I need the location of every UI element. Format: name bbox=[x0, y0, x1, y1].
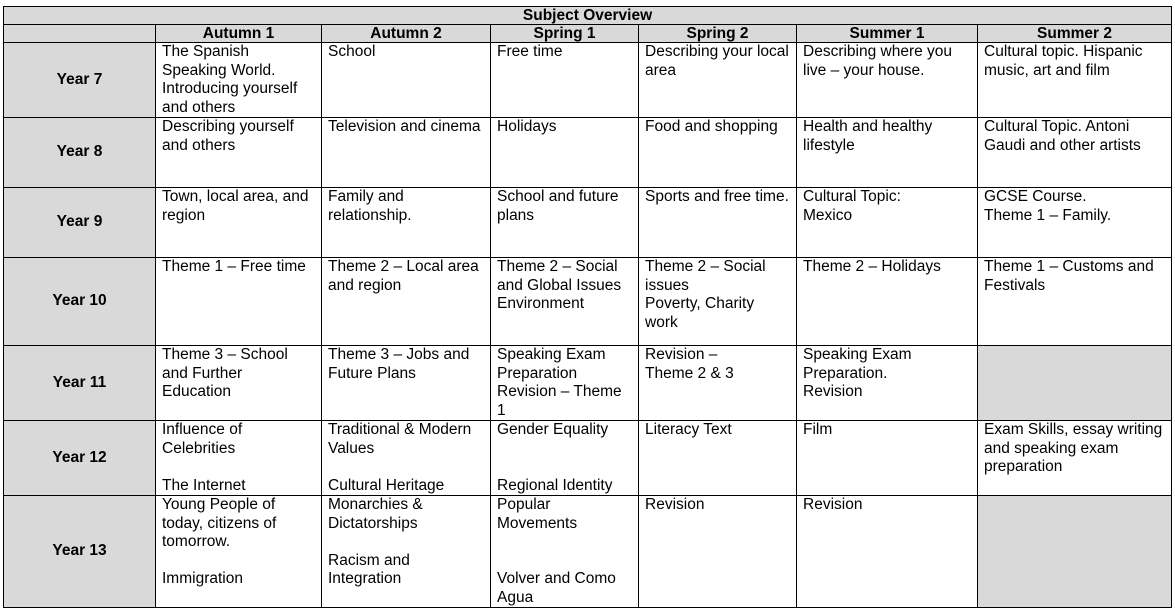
year-label: Year 9 bbox=[4, 188, 156, 258]
table-row bbox=[4, 258, 1172, 346]
topic-cell: GCSE Course. Theme 1 – Family. bbox=[978, 188, 1172, 258]
topic-cell: Sports and free time. bbox=[639, 188, 797, 258]
topic-cell: Cultural Topic. Antoni Gaudi and other artists bbox=[978, 118, 1172, 188]
topic-cell: Health and healthy lifestyle bbox=[797, 118, 978, 188]
topic-cell: School and future plans bbox=[491, 188, 639, 258]
table-row bbox=[4, 496, 1172, 608]
topic-cell: Monarchies & Dictatorships Racism and Integration bbox=[322, 496, 491, 608]
topic-cell: Theme 2 – Local area and region bbox=[322, 258, 491, 346]
year-label: Year 11 bbox=[4, 346, 156, 421]
topic-cell: Family and relationship. bbox=[322, 188, 491, 258]
year-label: Year 13 bbox=[4, 496, 156, 608]
topic-cell: Theme 1 – Free time bbox=[156, 258, 322, 346]
topic-cell: Revision – Theme 2 & 3 bbox=[639, 346, 797, 421]
table-row bbox=[4, 188, 1172, 258]
year-label: Year 8 bbox=[4, 118, 156, 188]
topic-cell: Traditional & Modern Values Cultural Heritage bbox=[322, 421, 491, 496]
topic-cell: Describing where you live – your house. bbox=[797, 43, 978, 118]
topic-cell: Television and cinema bbox=[322, 118, 491, 188]
subject-overview-table bbox=[3, 6, 1172, 608]
topic-cell: Popular Movements Volver and Como Agua bbox=[491, 496, 639, 608]
table-row bbox=[4, 421, 1172, 496]
empty-cell bbox=[978, 346, 1172, 421]
topic-cell: The Spanish Speaking World. Introducing yourself and others bbox=[156, 43, 322, 118]
topic-cell: School bbox=[322, 43, 491, 118]
year-label: Year 10 bbox=[4, 258, 156, 346]
topic-cell: Describing yourself and others bbox=[156, 118, 322, 188]
topic-cell: Gender Equality Regional Identity bbox=[491, 421, 639, 496]
topic-cell: Holidays bbox=[491, 118, 639, 188]
title-row bbox=[4, 7, 1172, 25]
topic-cell: Theme 2 – Holidays bbox=[797, 258, 978, 346]
topic-cell: Describing your local area bbox=[639, 43, 797, 118]
topic-cell: Revision bbox=[639, 496, 797, 608]
table-row bbox=[4, 346, 1172, 421]
topic-cell: Speaking Exam Preparation. Revision bbox=[797, 346, 978, 421]
header-autumn-2: Autumn 2 bbox=[322, 25, 491, 43]
topic-cell: Theme 3 – School and Further Education bbox=[156, 346, 322, 421]
header-summer-2: Summer 2 bbox=[978, 25, 1172, 43]
topic-cell: Exam Skills, essay writing and speaking exam preparation bbox=[978, 421, 1172, 496]
topic-cell: Influence of Celebrities The Internet bbox=[156, 421, 322, 496]
header-autumn-1: Autumn 1 bbox=[156, 25, 322, 43]
topic-cell: Food and shopping bbox=[639, 118, 797, 188]
table-row bbox=[4, 43, 1172, 118]
topic-cell: Literacy Text bbox=[639, 421, 797, 496]
topic-cell: Theme 3 – Jobs and Future Plans bbox=[322, 346, 491, 421]
topic-cell: Revision bbox=[797, 496, 978, 608]
empty-cell bbox=[978, 496, 1172, 608]
header-row bbox=[4, 25, 1172, 43]
topic-cell: Cultural Topic: Mexico bbox=[797, 188, 978, 258]
topic-cell: Young People of today, citizens of tomorrow. Immigration bbox=[156, 496, 322, 608]
topic-cell: Free time bbox=[491, 43, 639, 118]
topic-cell: Cultural topic. Hispanic music, art and film bbox=[978, 43, 1172, 118]
header-spring-1: Spring 1 bbox=[491, 25, 639, 43]
header-summer-1: Summer 1 bbox=[797, 25, 978, 43]
topic-cell: Theme 2 – Social issues Poverty, Charity work bbox=[639, 258, 797, 346]
topic-cell: Theme 2 – Social and Global Issues Environment bbox=[491, 258, 639, 346]
table-title: Subject Overview bbox=[4, 7, 1172, 25]
topic-cell: Theme 1 – Customs and Festivals bbox=[978, 258, 1172, 346]
topic-cell: Film bbox=[797, 421, 978, 496]
year-label: Year 12 bbox=[4, 421, 156, 496]
topic-cell: Speaking Exam Preparation Revision – Theme 1 bbox=[491, 346, 639, 421]
header-corner bbox=[4, 25, 156, 43]
year-label: Year 7 bbox=[4, 43, 156, 118]
table-row bbox=[4, 118, 1172, 188]
topic-cell: Town, local area, and region bbox=[156, 188, 322, 258]
header-spring-2: Spring 2 bbox=[639, 25, 797, 43]
